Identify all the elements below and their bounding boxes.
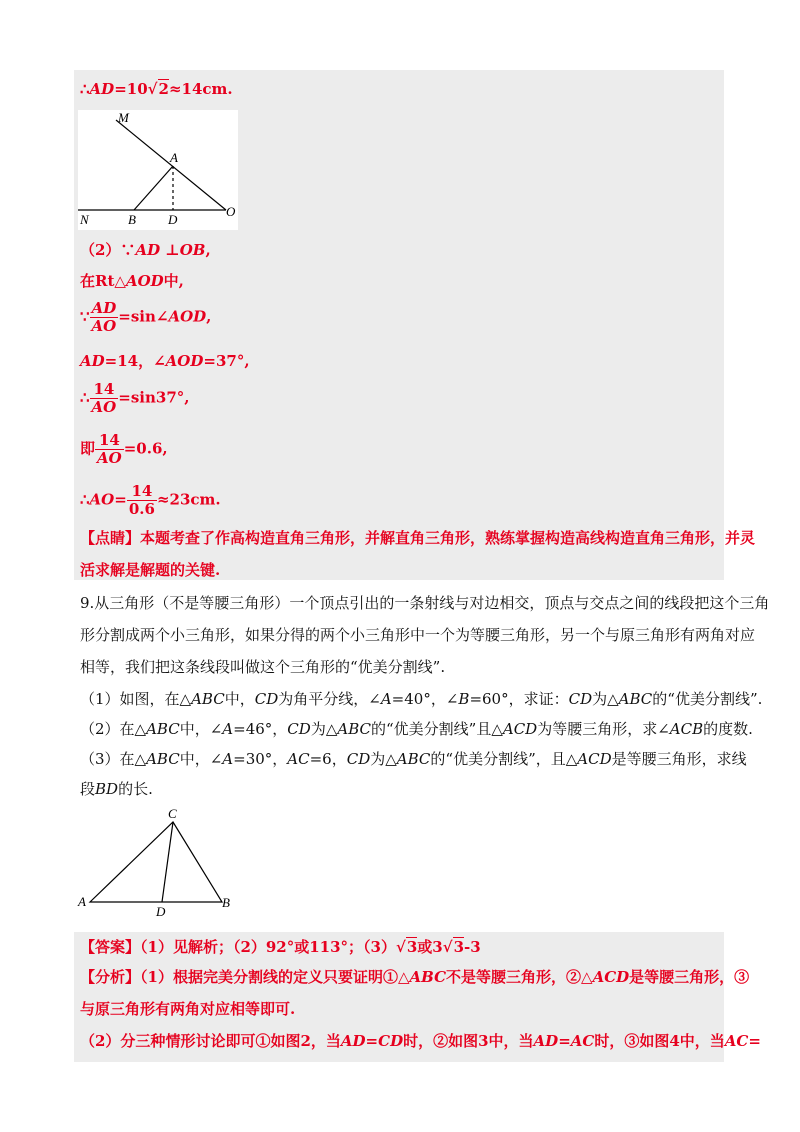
s2-line-7: ∴AO= $\frac{14}{0.6}$ ≈23cm. xyxy=(80,482,221,518)
ad-result-line: ∴AD=10√2≈14cm. xyxy=(80,80,233,98)
figure-angle-mon xyxy=(78,110,238,230)
fig2-label-d: D xyxy=(156,904,166,919)
s2-line-2: 在Rt△AOD中, xyxy=(80,272,184,290)
fig2-label-a: A xyxy=(78,894,86,909)
s2-line-6: 即 $\frac{14}{AO}$ =0.6, xyxy=(80,431,168,467)
analysis-line-3: （2）分三种情形讨论即可①如图2，当AD=CD时，②如图3中，当AD=AC时，③如图4中，当AC= xyxy=(80,1032,761,1050)
comment-line-2: 活求解是解题的关键. xyxy=(80,561,221,579)
s2-line-3: ∵ $\frac{AD}{AO}$ =sin∠AOD, xyxy=(80,299,212,335)
fig1-label-o: O xyxy=(226,204,236,219)
s2-line-4: AD=14，∠AOD=37°, xyxy=(80,352,250,370)
fig1-label-m: M xyxy=(118,110,129,125)
q9-part-1: （1）如图，在△ABC中，CD为角平分线，∠A=40°，∠B=60°，求证：CD为△ABC的“优美分割线”. xyxy=(80,690,763,708)
q9-part-2: （2）在△ABC中，∠A=46°，CD为△ABC的“优美分割线”且△ACD为等腰三角形，求∠ACB的度数. xyxy=(80,720,753,738)
s2-line-5: ∴ $\frac{14}{AO}$ =sin37°, xyxy=(80,380,190,416)
fig2-label-b: B xyxy=(222,895,230,910)
fig2-label-c: C xyxy=(168,806,177,821)
q9-part-3: （3）在△ABC中，∠A=30°，AC=6，CD为△ABC的“优美分割线”，且△ACD是等腰三角形，求线 xyxy=(80,750,747,768)
fig1-label-a: A xyxy=(170,150,178,165)
fig1-label-n: N xyxy=(80,212,89,227)
figure-triangle-abc xyxy=(74,805,244,920)
q9-part-3-cont: 段BD的长. xyxy=(80,780,153,798)
answer-line: 【答案】（1）见解析；（2）92°或113°；（3）√3或3√3-3 xyxy=(80,938,481,956)
q9-para-3: 相等，我们把这条线段叫做这个三角形的“优美分割线”. xyxy=(80,658,446,676)
comment-line-1: 【点睛】本题考查了作高构造直角三角形，并解直角三角形，熟练掌握构造高线构造直角三角形，并灵 xyxy=(80,529,756,547)
q9-para-2: 形分割成两个小三角形，如果分得的两个小三角形中一个为等腰三角形，另一个与原三角形有两角对应 xyxy=(80,626,756,644)
fig1-label-d: D xyxy=(168,212,178,227)
fig1-label-b: B xyxy=(128,212,136,227)
analysis-line-2: 与原三角形有两角对应相等即可. xyxy=(80,1000,296,1018)
s2-line-1: （2）∵AD ⊥OB, xyxy=(80,241,211,259)
analysis-line-1: 【分析】（1）根据完美分割线的定义只要证明①△ABC不是等腰三角形，②△ACD是等腰三角形，③ xyxy=(80,968,750,986)
q9-para-1: 9.从三角形（不是等腰三角形）一个顶点引出的一条射线与对边相交，顶点与交点之间的线段把这个三角 xyxy=(80,594,770,612)
